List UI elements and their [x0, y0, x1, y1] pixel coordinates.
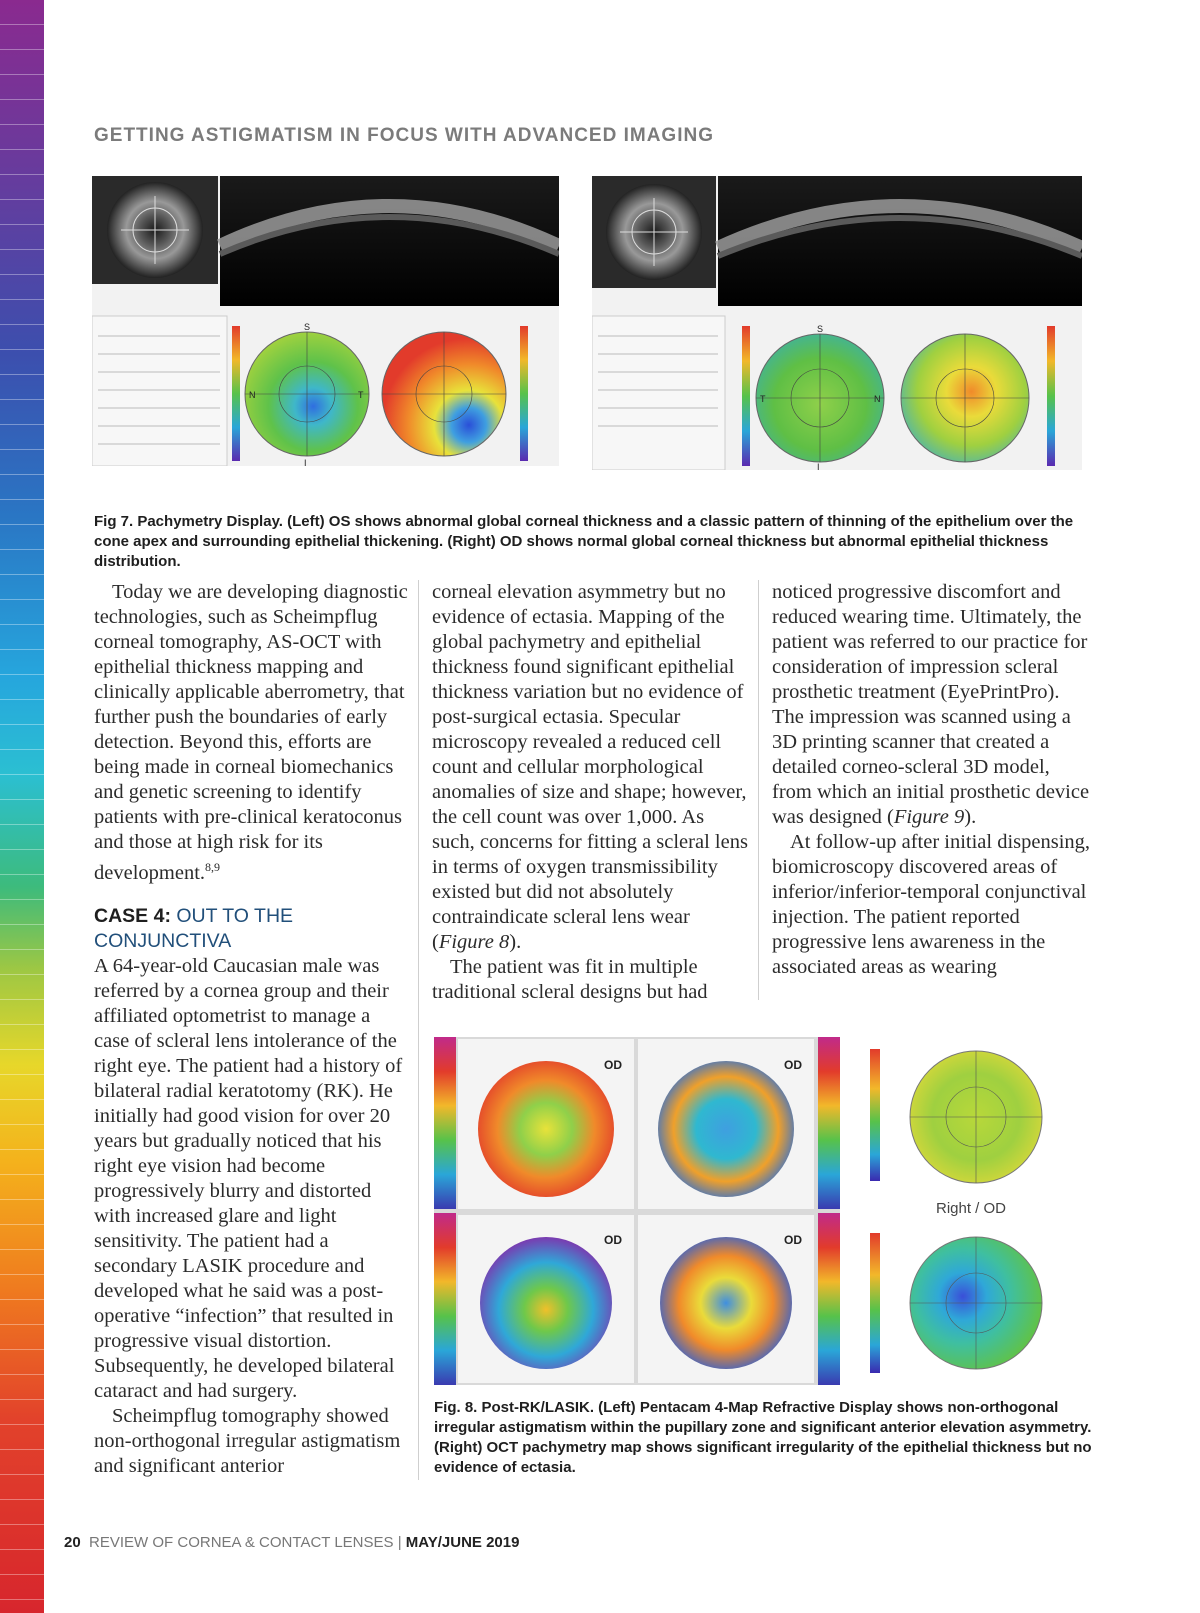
fig7-right-n: N: [874, 394, 881, 404]
col3-paragraph-1: noticed progressive discomfort and reduced wearing time. Ultimately, the patient was referred to our practice for consideration of impression scleral prosthetic treatment (EyePrintPro). The impression was scanned using a 3D printing scanner that created a detailed corneo-scleral 3D model, from which an initial prosthetic device was designed (Figure 9).: [772, 581, 1090, 828]
body-column-2: [432, 580, 750, 1005]
fig7-right-graphic: [592, 176, 1082, 470]
col1-paragraph-3: Scheimpflug tomography showed non-orthogonal irregular astigmatism and significant anterior: [94, 1404, 401, 1477]
fig7-right-i: I: [817, 462, 820, 470]
fig7-caption: Fig 7. Pachymetry Display. (Left) OS shows abnormal global corneal thickness and a classic pattern of thinning of the epithelium over the cone apex and surrounding epithelial thickening. (Right) OD shows normal global corneal thickness but abnormal epithelial thickness distribution.: [94, 513, 1074, 570]
spectrum-ticks: [0, 0, 44, 1613]
fig7-left-i: I: [304, 458, 307, 466]
fig7-right-s: S: [817, 324, 824, 334]
fig8-right-graphic: [866, 1037, 1094, 1385]
fig7-right-t: T: [760, 394, 766, 404]
ref-superscript: 8,9: [205, 860, 221, 874]
fig8-right-image: [866, 1037, 1094, 1385]
fig8-od-label-3: OD: [604, 1233, 622, 1247]
fig7-left-graphic: [92, 176, 559, 466]
page-footer: [64, 1534, 519, 1551]
issue-date: MAY/JUNE 2019: [405, 1534, 520, 1551]
body-column-1: [94, 580, 410, 1479]
footer-separator: |: [397, 1534, 402, 1551]
journal-name: REVIEW OF CORNEA & CONTACT LENSES: [89, 1534, 394, 1551]
fig7-left-t: T: [358, 390, 364, 400]
column-rule-3: [418, 1040, 419, 1480]
fig7-left-image: [92, 176, 559, 466]
fig8-left-graphic: [434, 1037, 840, 1385]
col1-paragraph-2: A 64-year-old Caucasian male was referred by a cornea group and their affiliated optometrist to manage a case of scleral lens intolerance of the right eye. The patient had a history of bilateral radial keratotomy (RK). He initially had good vision for over 20 years but gradually noticed that his right eye vision had become progressively blurry and distorted with increased glare and light sensitivity. The patient had a secondary LASIK procedure and developed what he said was a post-operative “infection” that resulted in progressive visual distortion. Subsequently, he developed bilateral cataract and had surgery.: [94, 954, 403, 1402]
fig8-left-image: [434, 1037, 840, 1385]
running-header: GETTING ASTIGMATISM IN FOCUS WITH ADVANCED IMAGING: [94, 125, 714, 146]
right-od-label: Right / OD: [936, 1200, 1007, 1217]
case-4-heading: CASE 4: OUT TO THE CONJUNCTIVA: [94, 904, 294, 952]
fig8-caption: Fig. 8. Post-RK/LASIK. (Left) Pentacam 4-Map Refractive Display shows non-orthogonal irregular astigmatism within the pupillary zone and significant anterior elevation asymmetry. (Right) OCT pachymetry map shows significant irregularity of the epithelial thickness but no evidence of ectasia.: [434, 1399, 1092, 1476]
page-number: 20: [64, 1534, 81, 1551]
fig8-od-label-4: OD: [784, 1233, 802, 1247]
col2-paragraph-2: The patient was fit in multiple traditional scleral designs but had: [432, 956, 708, 1003]
fig8-od-label-2: OD: [784, 1058, 802, 1072]
fig7-left-s: S: [304, 322, 311, 332]
figure-8-ref: Figure 8: [438, 931, 510, 953]
col1-paragraph-1: Today we are developing diagnostic technologies, such as Scheimpflug corneal tomography, AS-OCT with epithelial thickness mapping and clinically applicable aberrometry, that further push the boundaries of early detection. Beyond this, efforts are being made in corneal biomechanics and genetic screening to identify patients with pre-clinical keratoconus and those at high risk for its development.$^{8,9}$: [94, 581, 408, 884]
body-column-3: [772, 580, 1092, 980]
fig8-od-label-1: OD: [604, 1058, 622, 1072]
fig7-left-n: N: [249, 390, 256, 400]
column-rule-2: [758, 580, 759, 1000]
figure-9-ref: Figure 9: [893, 806, 965, 828]
col3-paragraph-2: At follow-up after initial dispensing, biomicroscopy discovered areas of inferior/inferior-temporal conjunctival injection. The patient reported progressive lens awareness in the associated areas as wearing: [772, 831, 1091, 978]
col2-paragraph-1: corneal elevation asymmetry but no evidence of ectasia. Mapping of the global pachymetry and epithelial thickness found significant epithelial thickness variation but no evidence of post-surgical ectasia. Specular microscopy revealed a reduced cell count and cellular morphological anomalies of size and shape; however, the cell count was over 1,000. As such, concerns for fitting a scleral lens in terms of oxygen transmissibility existed but did not absolutely contraindicate scleral lens wear (Figure 8).: [432, 581, 748, 953]
fig7-right-image: [592, 176, 1082, 470]
